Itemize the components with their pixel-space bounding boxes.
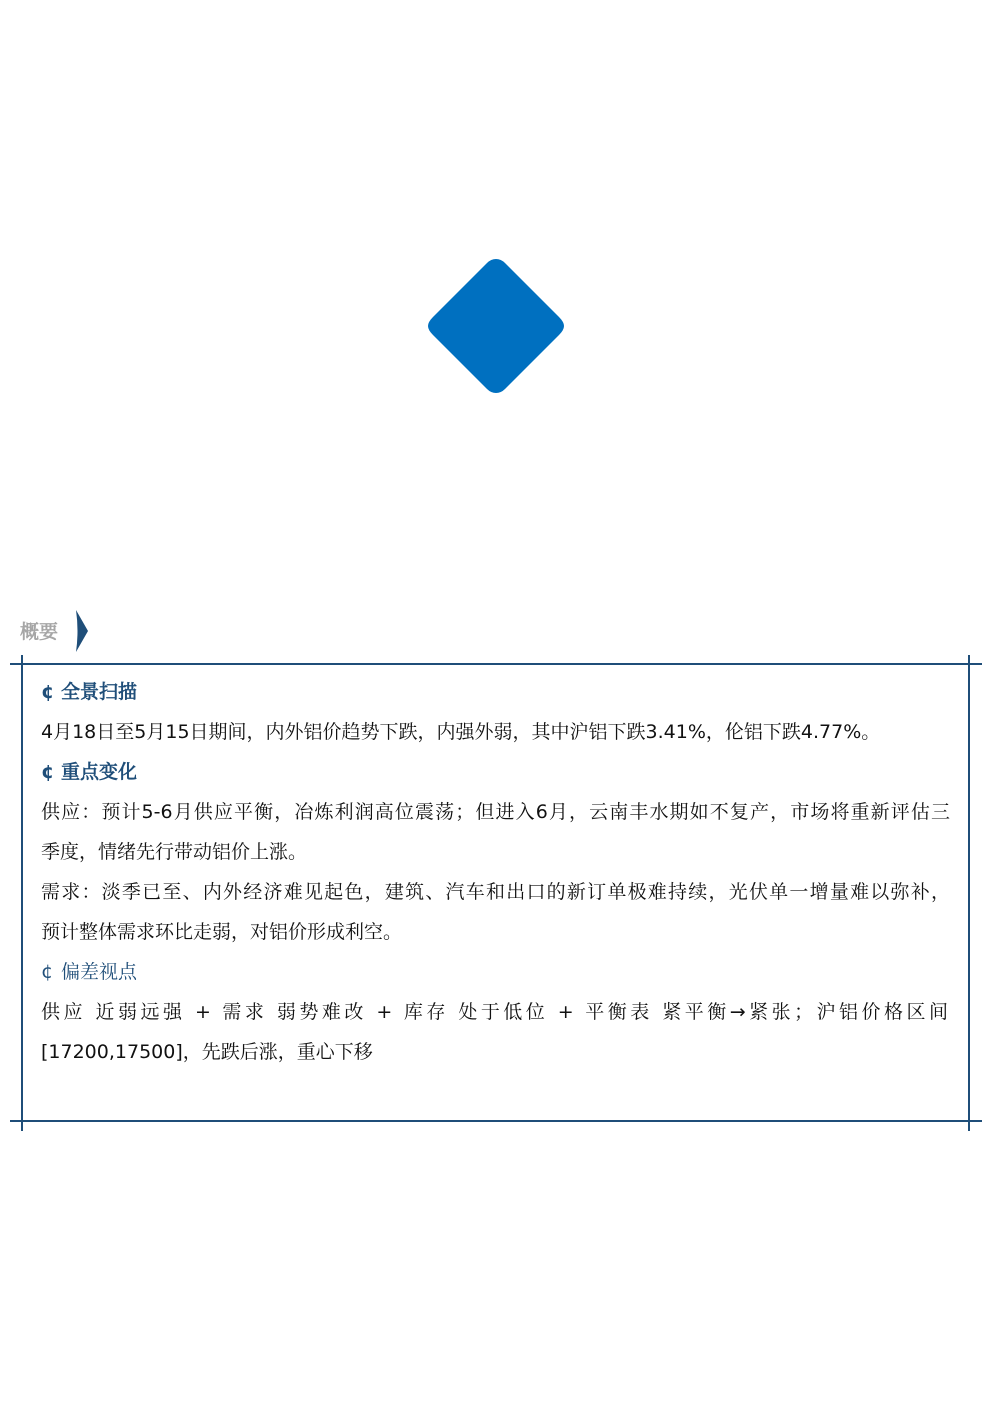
- section-heading-deviation: [41, 952, 137, 992]
- section-heading-changes: [41, 752, 137, 792]
- bullet-icon: ¢: [41, 961, 54, 983]
- section-title: 偏差视点: [61, 961, 138, 983]
- bullet-icon: ¢: [41, 681, 55, 703]
- summary-label: 概要: [20, 621, 59, 643]
- demand-text-line1: 需求：淡季已至、内外经济难见起色，建筑、汽车和出口的新订单极难持续，光伏单一增量难以弥补，: [41, 881, 950, 903]
- overview-text: 4月18日至5月15日期间，内外铝价趋势下跌，内强外弱，其中沪铝下跌3.41%，伦铝下跌4.77%。: [41, 721, 881, 743]
- section-heading-overview: [41, 672, 137, 712]
- bullet-icon: ¢: [41, 761, 55, 783]
- section-title: 重点变化: [61, 761, 138, 783]
- frame-right-line: [968, 655, 970, 1131]
- frame-top-line: [10, 663, 982, 665]
- deviation-text-line2: [17200,17500]，先跌后涨，重心下移: [41, 1041, 373, 1063]
- blue-diamond-logo-icon: [425, 255, 567, 397]
- demand-text-line2: 预计整体需求环比走弱，对铝价形成利空。: [41, 921, 403, 943]
- deviation-text-line1: 供应 近弱远强 + 需求 弱势难改 + 库存 处于低位 + 平衡表 紧平衡→紧张；沪铝价格区间: [41, 1001, 950, 1023]
- supply-text-line2: 季度，情绪先行带动铝价上涨。: [41, 841, 308, 863]
- arrow-right-icon: [75, 610, 89, 652]
- frame-bottom-line: [10, 1120, 982, 1122]
- frame-left-line: [21, 655, 23, 1131]
- section-title: 全景扫描: [61, 681, 138, 703]
- supply-text-line1: 供应：预计5-6月供应平衡，冶炼利润高位震荡；但进入6月，云南丰水期如不复产，市场将重新评估三: [41, 801, 950, 823]
